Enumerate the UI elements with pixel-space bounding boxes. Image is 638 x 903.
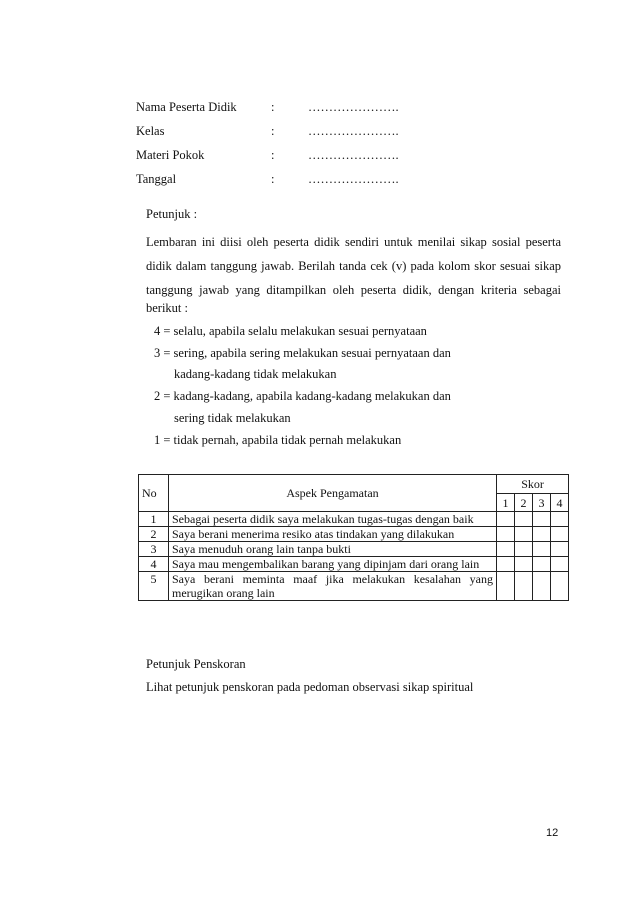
instructions-title: Petunjuk :: [146, 207, 198, 221]
criteria-item: 3 = sering, apabila sering melakukan sesuai pernyataan dan: [154, 346, 451, 360]
identity-colon: :: [271, 172, 275, 186]
criteria-item-continued: kadang-kadang tidak melakukan: [174, 367, 337, 381]
score-cell-4[interactable]: [551, 572, 569, 601]
score-cell-3[interactable]: [533, 572, 551, 601]
header-score-4: 4: [551, 494, 569, 512]
table-row: [139, 542, 569, 557]
instructions-line: tanggung jawab yang ditampilkan oleh peserta didik, dengan kriteria sebagai: [146, 283, 561, 297]
score-cell-2[interactable]: [515, 527, 533, 542]
score-cell-1[interactable]: [497, 572, 515, 601]
identity-value-placeholder: ………………….: [308, 100, 399, 114]
header-score-3: 3: [533, 494, 551, 512]
identity-value-placeholder: ………………….: [308, 124, 399, 138]
score-cell-2[interactable]: [515, 572, 533, 601]
header-score-2: 2: [515, 494, 533, 512]
identity-colon: :: [271, 148, 275, 162]
criteria-item: 1 = tidak pernah, apabila tidak pernah melakukan: [154, 433, 402, 447]
row-aspect: Saya menuduh orang lain tanpa bukti: [169, 542, 497, 557]
identity-label: Nama Peserta Didik: [136, 100, 237, 114]
header-aspect: Aspek Pengamatan: [169, 475, 497, 512]
score-cell-4[interactable]: [551, 557, 569, 572]
row-number: 5: [139, 572, 169, 601]
table-row: [139, 512, 569, 527]
criteria-item: 2 = kadang-kadang, apabila kadang-kadang melakukan dan: [154, 389, 451, 403]
instructions-line: didik dalam tanggung jawab. Berilah tanda cek (v) pada kolom skor sesuai sikap: [146, 259, 561, 273]
identity-label: Tanggal: [136, 172, 177, 186]
identity-label: Materi Pokok: [136, 148, 205, 162]
score-cell-4[interactable]: [551, 527, 569, 542]
score-cell-3[interactable]: [533, 542, 551, 557]
identity-label: Kelas: [136, 124, 165, 138]
page-number: 12: [546, 827, 559, 839]
table-row: [139, 527, 569, 542]
score-cell-1[interactable]: [497, 512, 515, 527]
header-score-1: 1: [497, 494, 515, 512]
observation-table: [138, 474, 569, 601]
identity-value-placeholder: ………………….: [308, 148, 399, 162]
criteria-item: 4 = selalu, apabila selalu melakukan sesuai pernyataan: [154, 324, 427, 338]
score-cell-2[interactable]: [515, 512, 533, 527]
identity-colon: :: [271, 124, 275, 138]
score-cell-3[interactable]: [533, 527, 551, 542]
score-cell-1[interactable]: [497, 527, 515, 542]
row-aspect: Saya mau mengembalikan barang yang dipinjam dari orang lain: [169, 557, 497, 572]
table-row: [139, 557, 569, 572]
scoring-text: Lihat petunjuk penskoran pada pedoman observasi sikap spiritual: [146, 680, 474, 694]
scoring-title: Petunjuk Penskoran: [146, 657, 246, 671]
score-cell-4[interactable]: [551, 512, 569, 527]
row-number: 2: [139, 527, 169, 542]
instructions-line: berikut :: [146, 301, 189, 315]
row-aspect: Saya berani meminta maaf jika melakukan kesalahan yang merugikan orang lain: [169, 572, 497, 601]
score-cell-4[interactable]: [551, 542, 569, 557]
header-score: Skor: [497, 475, 569, 494]
row-number: 1: [139, 512, 169, 527]
row-number: 3: [139, 542, 169, 557]
score-cell-3[interactable]: [533, 512, 551, 527]
score-cell-3[interactable]: [533, 557, 551, 572]
table-row: [139, 572, 569, 601]
score-cell-1[interactable]: [497, 557, 515, 572]
identity-colon: :: [271, 100, 275, 114]
row-aspect: Sebagai peserta didik saya melakukan tugas-tugas dengan baik: [169, 512, 497, 527]
score-cell-1[interactable]: [497, 542, 515, 557]
header-no: No: [139, 475, 169, 512]
score-cell-2[interactable]: [515, 557, 533, 572]
instructions-line: Lembaran ini diisi oleh peserta didik sendiri untuk menilai sikap sosial peserta: [146, 235, 561, 249]
score-cell-2[interactable]: [515, 542, 533, 557]
identity-value-placeholder: ………………….: [308, 172, 399, 186]
row-number: 4: [139, 557, 169, 572]
row-aspect: Saya berani menerima resiko atas tindakan yang dilakukan: [169, 527, 497, 542]
criteria-item-continued: sering tidak melakukan: [174, 411, 291, 425]
